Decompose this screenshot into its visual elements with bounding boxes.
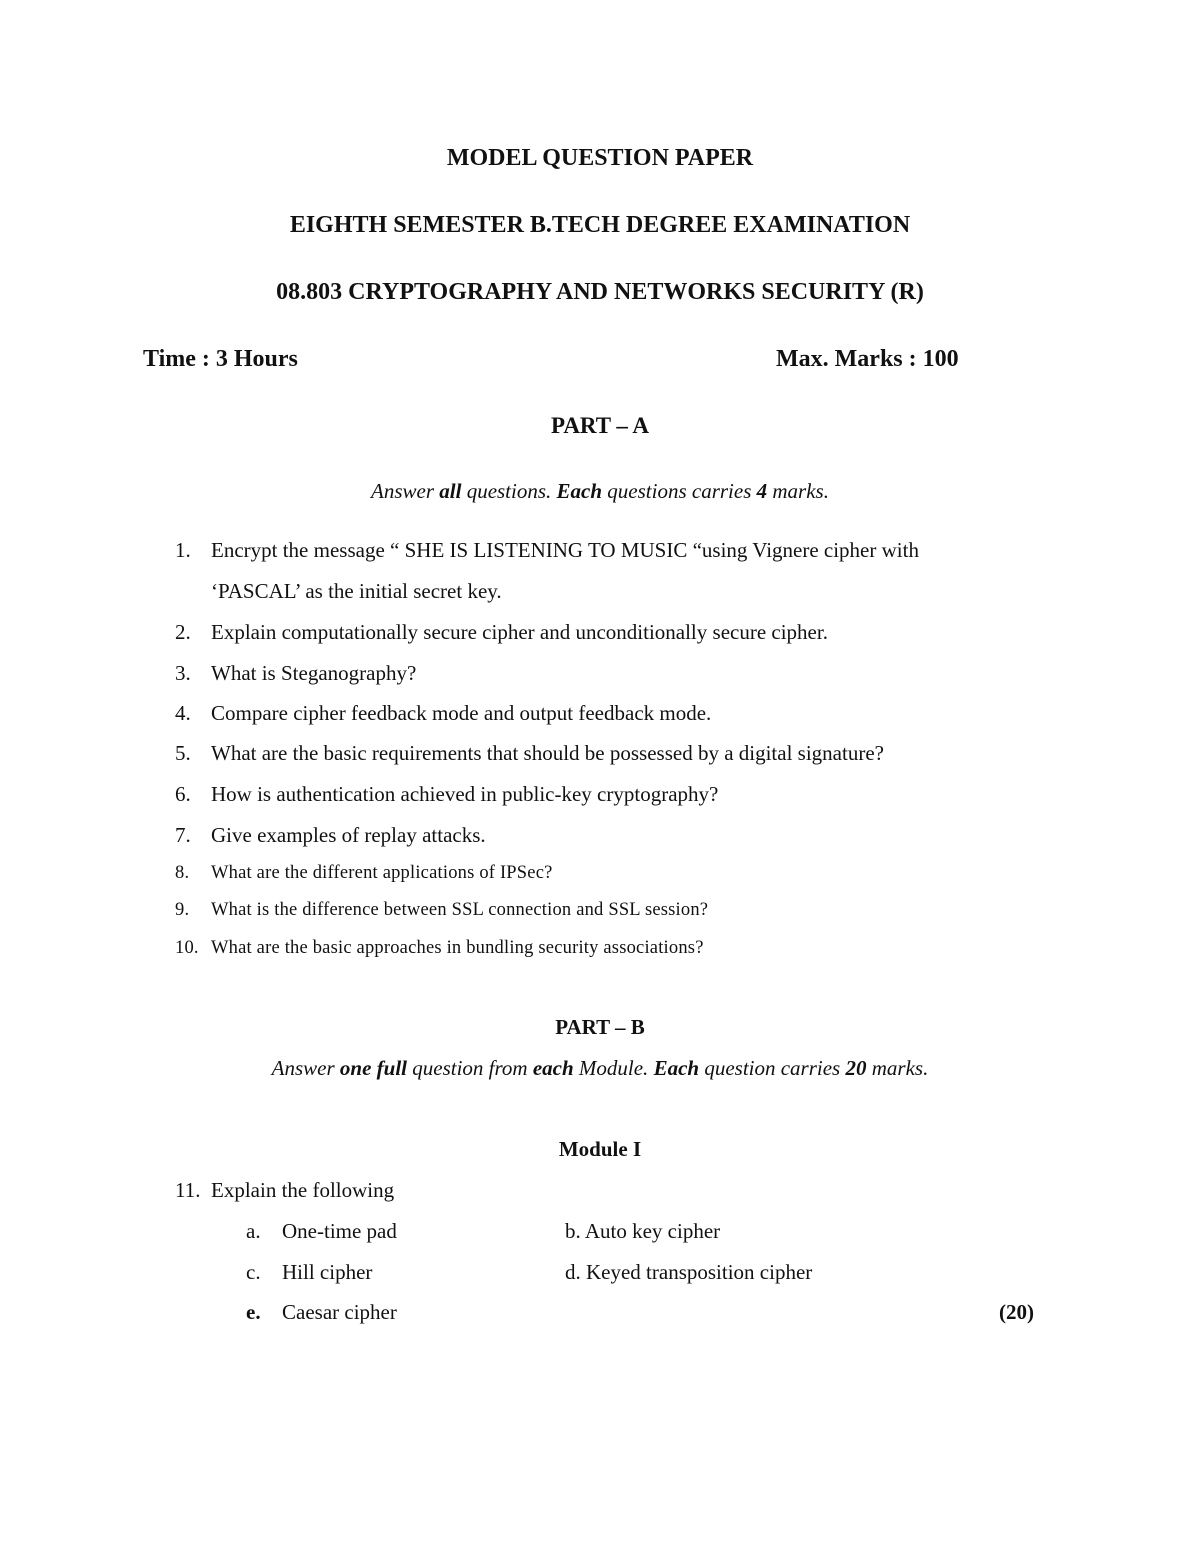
question-number: 1. bbox=[175, 538, 191, 562]
part-b-title: PART – B bbox=[555, 1015, 645, 1039]
sub-item: d. Keyed transposition cipher bbox=[565, 1260, 813, 1284]
question-text: Compare cipher feedback mode and output feedback mode. bbox=[211, 701, 712, 725]
question-text: Explain the following bbox=[211, 1178, 395, 1202]
question-text: What is Steganography? bbox=[211, 661, 417, 685]
question-text: How is authentication achieved in public-key cryptography? bbox=[211, 782, 719, 806]
question-text: What are the basic requirements that should be possessed by a digital signature? bbox=[211, 741, 884, 765]
paper-title: MODEL QUESTION PAPER bbox=[446, 145, 754, 171]
question-number: 3. bbox=[175, 661, 191, 685]
question-number: 5. bbox=[175, 741, 191, 765]
question-text: ‘PASCAL’ as the initial secret key. bbox=[211, 579, 502, 603]
course-title: 08.803 CRYPTOGRAPHY AND NETWORKS SECURITY (R) bbox=[276, 279, 924, 305]
question-number: 2. bbox=[175, 620, 191, 644]
sub-item-text: One-time pad bbox=[282, 1219, 397, 1243]
question-number: 6. bbox=[175, 782, 191, 806]
sub-item-label: e. bbox=[246, 1300, 261, 1324]
marks-label: (20) bbox=[999, 1300, 1034, 1324]
question-text: What are the different applications of IPSec? bbox=[211, 863, 553, 883]
exam-title: EIGHTH SEMESTER B.TECH DEGREE EXAMINATION bbox=[289, 212, 911, 238]
sub-item-label: a. bbox=[246, 1219, 261, 1243]
part-a-title: PART – A bbox=[550, 413, 650, 438]
question-number: 9. bbox=[175, 900, 190, 920]
question-text: Explain computationally secure cipher and unconditionally secure cipher. bbox=[211, 620, 828, 644]
question-number: 10. bbox=[175, 938, 199, 958]
question-number: 8. bbox=[175, 863, 190, 883]
question-number: 7. bbox=[175, 823, 191, 847]
question-number: 11. bbox=[175, 1178, 201, 1202]
question-text: Encrypt the message “ SHE IS LISTENING TO MUSIC “using Vignere cipher with bbox=[211, 538, 919, 562]
question-text: What is the difference between SSL connection and SSL session? bbox=[211, 900, 709, 920]
module-title: Module I bbox=[558, 1137, 642, 1161]
sub-item-text: Hill cipher bbox=[282, 1260, 373, 1284]
time-label: Time : 3 Hours bbox=[143, 346, 298, 372]
sub-item: b. Auto key cipher bbox=[565, 1219, 721, 1243]
sub-item-text: Caesar cipher bbox=[282, 1300, 397, 1324]
sub-item-label: c. bbox=[246, 1260, 261, 1284]
question-text: What are the basic approaches in bundling security associations? bbox=[211, 938, 704, 958]
question-number: 4. bbox=[175, 701, 191, 725]
max-marks-label: Max. Marks : 100 bbox=[776, 346, 959, 372]
part-b-instruction: Answer one full question from each Module. Each question carries 20 marks. bbox=[271, 1056, 929, 1080]
part-a-instruction: Answer all questions. Each questions carries 4 marks. bbox=[371, 479, 829, 503]
question-text: Give examples of replay attacks. bbox=[211, 823, 486, 847]
